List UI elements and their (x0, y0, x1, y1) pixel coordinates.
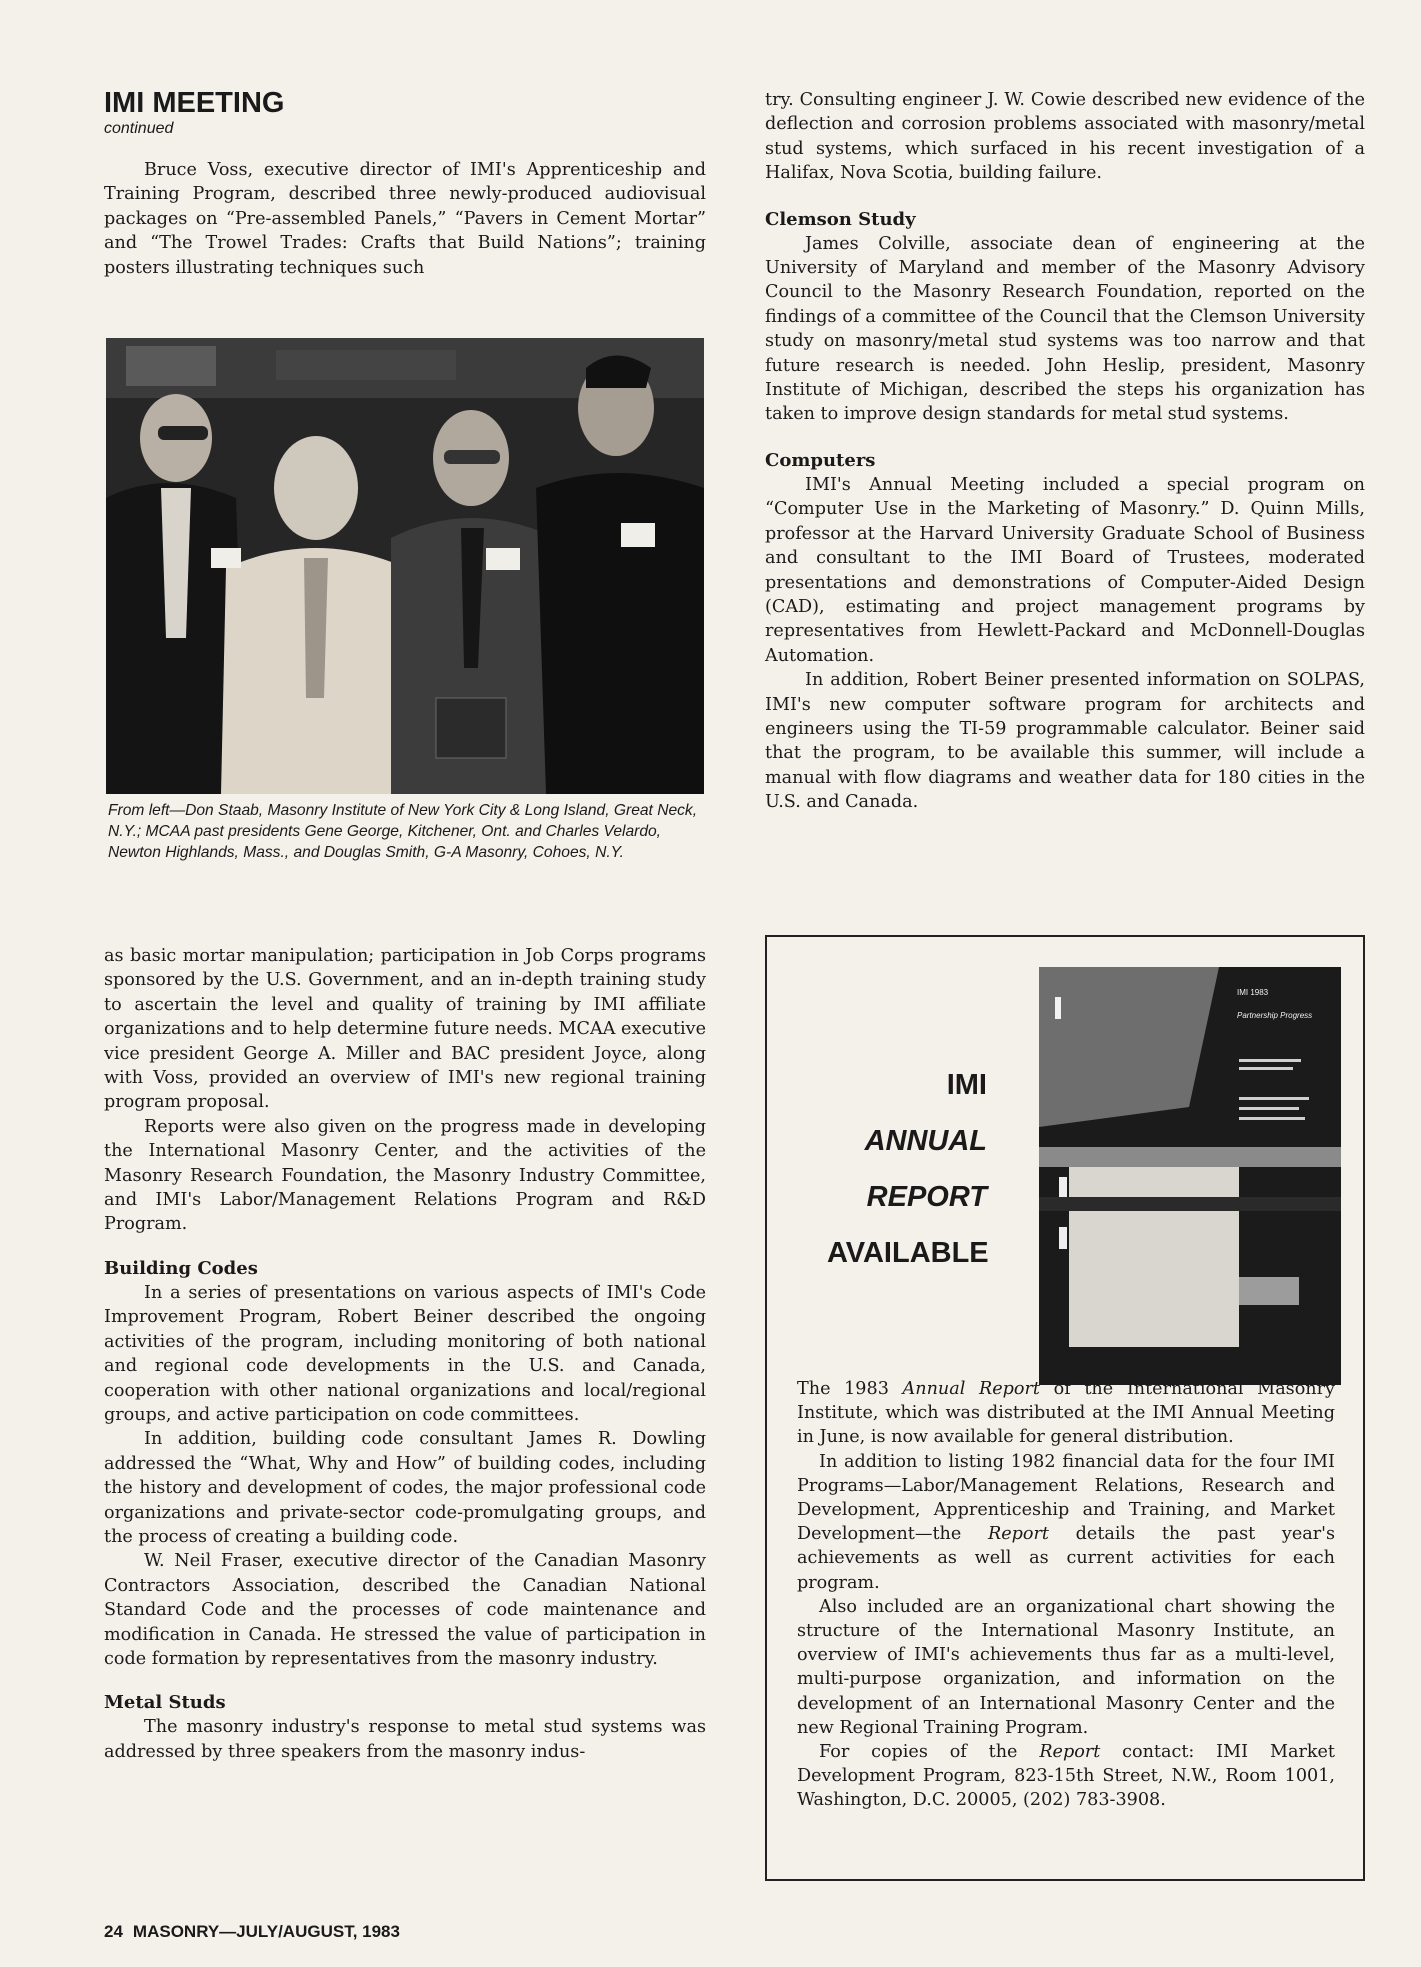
title-line-1: IMI ANNUAL (864, 1069, 987, 1157)
page-footer (104, 1922, 400, 1942)
body-paragraph: Also included are an organizational chart showing the structure of the International Masonry Institute, an overview of IMI's achievements thus far as a multi-level, multi-purpose organization, and information on the development of an International Masonry Center and the new Regional Training Program. (797, 1596, 1335, 1738)
annual-report-title (827, 1057, 987, 1281)
body-paragraph: try. Consulting engineer J. W. Cowie described new evidence of the deflection and corrosion problems associated with masonry/metal stud systems, which surfaced in his recent investigation of a Halifax, Nova Scotia, building failure. (765, 90, 1365, 184)
group-photo (106, 338, 704, 794)
body-paragraph: In addition to listing 1982 financial data for the four IMI Programs—Labor/Management Relations, Research and Development, Apprenticeship and Training, and Market Development—the Report details the past year's achievements as well as current activities for each program. (797, 1451, 1335, 1593)
body-paragraph: as basic mortar manipulation; participation in Job Corps programs sponsored by the U.S. Government, and an in-depth training study to ascertain the level and quality of training by IMI affiliate organizations and to help determine future needs. MCAA executive vice president George A. Miller and BAC president Joyce, along with Voss, provided an overview of IMI's new regional training program proposal. (104, 946, 706, 1113)
left-column-lower (104, 944, 706, 1764)
title-line-2: REPORT (866, 1181, 987, 1213)
section-heading-clemson: Clemson Study (765, 208, 916, 230)
body-paragraph: W. Neil Fraser, executive director of the Canadian Masonry Contractors Association, described the Canadian National Standard Code and the processes of code maintenance and modification in Canada. He stressed the value of participation in code formation by representatives from the masonry industry. (104, 1551, 706, 1669)
section-heading-building-codes: Building Codes (104, 1257, 258, 1279)
body-paragraph: In addition, building code consultant James R. Dowling addressed the “What, Why and How” of building codes, including the history and development of codes, the major professional code organizations and private-sector code-promulgating groups, and the process of creating a building code. (104, 1429, 706, 1547)
body-paragraph: Reports were also given on the progress made in developing the International Masonry Center, and the activities of the Masonry Research Foundation, the Masonry Industry Committee, and IMI's Labor/Management Relations Program and R&D Program. (104, 1116, 706, 1235)
annual-report-box (765, 935, 1365, 1881)
cover-label: IMI 1983 Partnership Progress (1237, 988, 1313, 1020)
photo-illustration (106, 338, 704, 794)
publication-info: MASONRY—JULY/AUGUST, 1983 (132, 1922, 400, 1941)
section-heading-computers: Computers (765, 449, 876, 471)
cover-illustration (1039, 967, 1341, 1385)
page-number: 24 (104, 1922, 123, 1941)
body-paragraph: For copies of the Report contact: IMI Market Development Program, 823-15th Street, N.W., Room 1001, Washington, D.C. 20005, (202) 783-3908. (797, 1742, 1335, 1811)
right-column (765, 88, 1365, 815)
section-heading-metal-studs: Metal Studs (104, 1692, 226, 1714)
annual-report-body (797, 1377, 1335, 1813)
annual-report-cover (1039, 967, 1341, 1385)
body-paragraph: In addition, Robert Beiner presented information on SOLPAS, IMI's new computer software program for architects and engineers using the TI-59 programmable calculator. Beiner said that the program, to be available this summer, will include a manual with flow diagrams and weather data for 180 cities in the U.S. and Canada. (765, 670, 1365, 813)
photo-caption: From left—Don Staab, Masonry Institute of New York City & Long Island, Great Neck, N.Y.; MCAA past presidents Gene George, Kitchener, Ont. and Charles Velardo, Newton Highlands, Mass., and Douglas Smith, G-A Masonry, Cohoes, N.Y. (108, 802, 698, 861)
body-paragraph: IMI's Annual Meeting included a special program on “Computer Use in the Marketing of Masonry.” D. Quinn Mills, professor at the Harvard University Graduate School of Business and consultant to the IMI Board of Trustees, moderated presentations and demonstrations of Computer-Aided Design (CAD), estimating and project management programs by representatives from Hewlett-Packard and McDonnell-Douglas Automation. (765, 474, 1365, 666)
left-column-top (104, 88, 706, 280)
body-paragraph: The 1983 Annual Report of the International Masonry Institute, which was distributed at the IMI Annual Meeting in June, is now available for general distribution. (797, 1379, 1335, 1448)
body-paragraph: James Colville, associate dean of engineering at the University of Maryland and member of the Masonry Advisory Council to the Masonry Research Foundation, reported on the findings of a committee of the Council that the Clemson University study on masonry/metal stud systems was too narrow and that future research is needed. John Heslip, president, Masonry Institute of Michigan, described the steps his organization has taken to improve design standards for metal stud systems. (765, 233, 1365, 425)
body-paragraph: The masonry industry's response to metal stud systems was addressed by three speakers from the masonry indus- (104, 1717, 706, 1762)
body-paragraph: In a series of presentations on various aspects of IMI's Code Improvement Program, Robert Beiner described the ongoing activities of the program, including monitoring of both national and regional code developments in the U.S. and Canada, cooperation with other national organizations and local/regional groups, and active participation on code committees. (104, 1282, 706, 1425)
section-kicker: IMI MEETING (104, 87, 285, 119)
body-paragraph: Bruce Voss, executive director of IMI's Apprenticeship and Training Program, described three newly-produced audiovisual packages on “Pre-assembled Panels,” “Pavers in Cement Mortar” and “The Trowel Trades: Crafts that Build Nations”; training posters illustrating techniques such (104, 159, 706, 278)
title-line-3: AVAILABLE (827, 1237, 989, 1269)
continued-label: continued (104, 119, 174, 137)
